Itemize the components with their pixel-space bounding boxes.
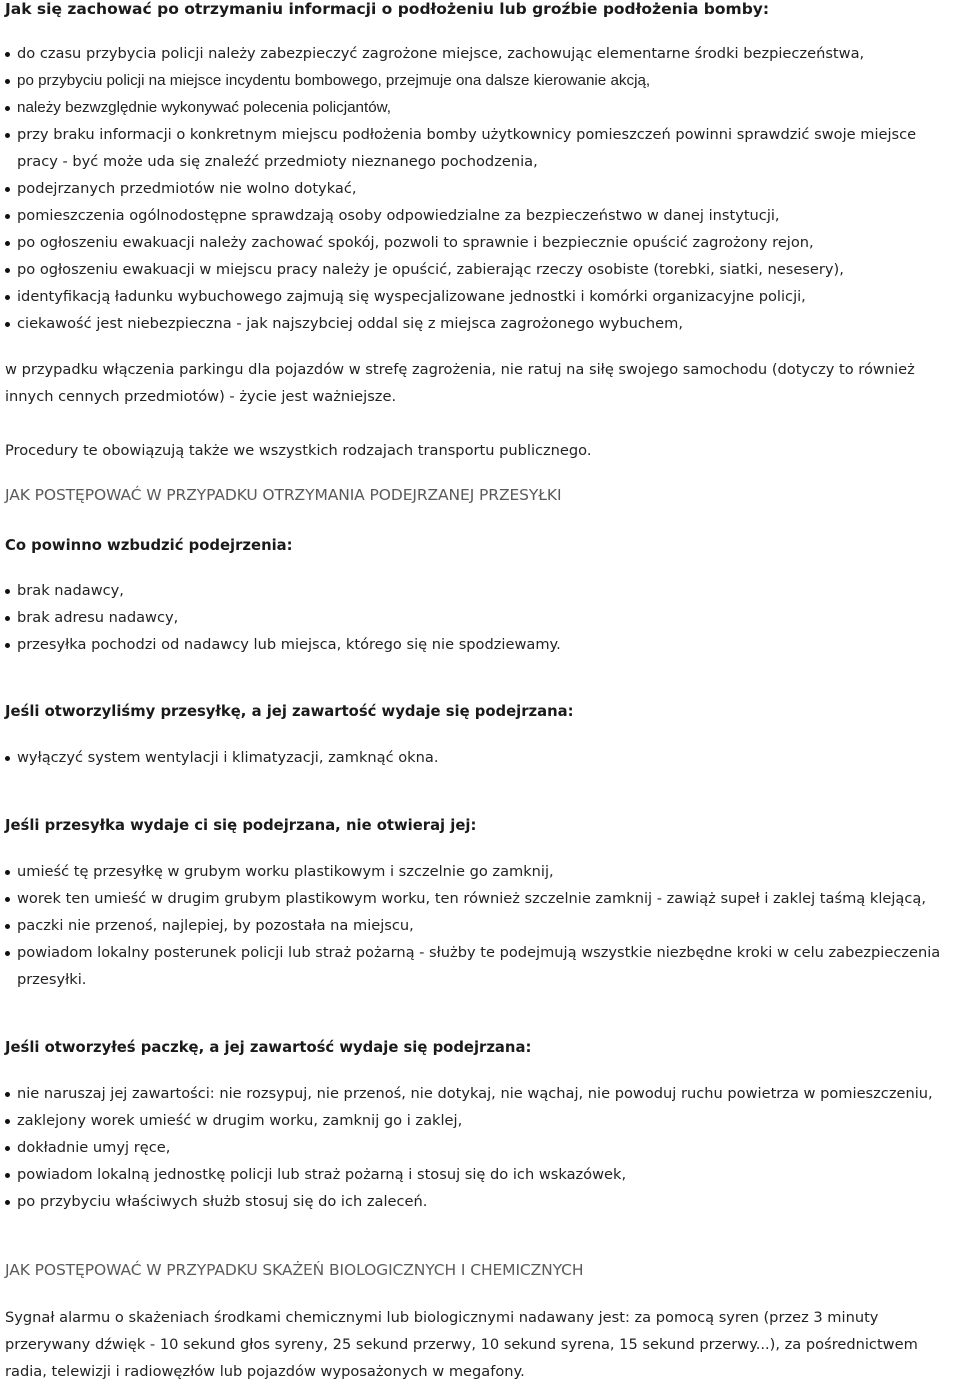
section-heading-parcel: JAK POSTĘPOWAĆ W PRZYPADKU OTRZYMANIA PODEJRZANEJ PRZESYŁKI — [5, 486, 562, 504]
list-item-text: brak nadawcy, — [17, 582, 124, 599]
list-item — [5, 858, 960, 885]
list-item-text: przy braku informacji o konkretnym miejscu podłożenia bomby użytkownicy pomieszczeń powinni sprawdzić swoje miejsce pracy - być może uda się znaleźć przedmioty nieznanego pochodzenia, — [17, 126, 917, 170]
bullet-icon — [5, 756, 10, 761]
list-item — [5, 631, 960, 658]
dont-open-list — [5, 858, 960, 993]
list-item — [5, 604, 960, 631]
bullet-icon — [5, 616, 10, 621]
section-heading-contamination: JAK POSTĘPOWAĆ W PRZYPADKU SKAŻEŃ BIOLOGICZNYCH I CHEMICZNYCH — [5, 1261, 584, 1279]
list-item-text: powiadom lokalną jednostkę policji lub straż pożarną i stosuj się do ich wskazówek, — [17, 1166, 627, 1183]
bullet-icon — [5, 241, 10, 246]
list-item-text: do czasu przybycia policji należy zabezpieczyć zagrożone miejsce, zachowując elementarne środki bezpieczeństwa, — [17, 45, 865, 62]
list-item-text: należy bezwzględnie wykonywać polecenia policjantów, — [17, 99, 391, 116]
bullet-icon — [5, 79, 10, 84]
package-heading: Jeśli otworzyłeś paczkę, a jej zawartość wydaje się podejrzana: — [5, 1039, 532, 1056]
list-item-text: zaklejony worek umieść w drugim worku, zamknij go i zaklej, — [17, 1112, 463, 1129]
list-item — [5, 229, 960, 256]
list-item — [5, 94, 960, 121]
list-item-text: po ogłoszeniu ewakuacji należy zachować spokój, pozwoli to sprawnie i bezpiecznie opuścić zagrożony rejon, — [17, 234, 814, 251]
list-item-text: przesyłka pochodzi od nadawcy lub miejsca, którego się nie spodziewamy. — [17, 636, 561, 653]
list-item — [5, 1080, 960, 1107]
bullet-icon — [5, 643, 10, 648]
bullet-icon — [5, 897, 10, 902]
list-item — [5, 283, 960, 310]
bullet-icon — [5, 214, 10, 219]
bullet-icon — [5, 1173, 10, 1178]
list-item — [5, 175, 960, 202]
bullet-icon — [5, 951, 10, 956]
alarm-paragraph: Sygnał alarmu o skażeniach środkami chemicznymi lub biologicznymi nadawany jest: za pomocą syren (przez 3 minuty przerywany dźwięk - 10 sekund głos syreny, 25 sekund przerwy, 10 sekund syrena, 15 sekund przerwy...), za pośrednictwem radia, telewizji i radiowęzłów lub pojazdów wyposażonych w megafony. — [5, 1309, 918, 1380]
bullet-icon — [5, 52, 10, 57]
list-item-text: nie naruszaj jej zawartości: nie rozsypuj, nie przenoś, nie dotykaj, nie wąchaj, nie powoduj ruchu powietrza w pomieszczeniu, — [17, 1085, 933, 1102]
list-item-text: umieść tę przesyłkę w grubym worku plastikowym i szczelnie go zamknij, — [17, 863, 554, 880]
list-item — [5, 310, 960, 337]
dont-open-heading: Jeśli przesyłka wydaje ci się podejrzana, nie otwieraj jej: — [5, 817, 477, 834]
bullet-icon — [5, 1200, 10, 1205]
list-item — [5, 577, 960, 604]
suspicion-heading: Co powinno wzbudzić podejrzenia: — [5, 537, 293, 554]
list-item — [5, 1134, 960, 1161]
bullet-icon — [5, 870, 10, 875]
list-item — [5, 939, 960, 993]
package-list — [5, 1080, 960, 1215]
list-item-text: paczki nie przenoś, najlepiej, by pozostała na miejscu, — [17, 917, 414, 934]
bullet-icon — [5, 1119, 10, 1124]
bomb-instructions-list — [5, 40, 960, 337]
list-item-text: po ogłoszeniu ewakuacji w miejscu pracy należy je opuścić, zabierając rzeczy osobiste (torebki, siatki, nesesery), — [17, 261, 844, 278]
parking-paragraph: w przypadku włączenia parkingu dla pojazdów w strefę zagrożenia, nie ratuj na siłę swojego samochodu (dotyczy to również innych cennych przedmiotów) - życie jest ważniejsze. — [5, 361, 915, 405]
bullet-icon — [5, 924, 10, 929]
bullet-icon — [5, 268, 10, 273]
bullet-icon — [5, 322, 10, 327]
list-item-text: pomieszczenia ogólnodostępne sprawdzają osoby odpowiedzialne za bezpieczeństwo w danej instytucji, — [17, 207, 780, 224]
opened-parcel-heading: Jeśli otworzyliśmy przesyłkę, a jej zawartość wydaje się podejrzana: — [5, 703, 574, 720]
list-item-text: powiadom lokalny posterunek policji lub straż pożarną - służby te podejmują wszystkie niezbędne kroki w celu zabezpieczenia przesyłki. — [17, 944, 941, 988]
bullet-icon — [5, 106, 10, 111]
bullet-icon — [5, 589, 10, 594]
list-item — [5, 1107, 960, 1134]
list-item — [5, 912, 960, 939]
bullet-icon — [5, 1146, 10, 1151]
list-item — [5, 885, 960, 912]
bullet-icon — [5, 1092, 10, 1097]
list-item — [5, 40, 960, 67]
suspicion-list — [5, 577, 960, 658]
page-title: Jak się zachować po otrzymaniu informacji o podłożeniu lub groźbie podłożenia bomby: — [5, 0, 770, 18]
list-item-text: ciekawość jest niebezpieczna - jak najszybciej oddal się z miejsca zagrożonego wybuchem, — [17, 315, 683, 332]
bullet-icon — [5, 187, 10, 192]
list-item-text: podejrzanych przedmiotów nie wolno dotykać, — [17, 180, 357, 197]
procedures-paragraph: Procedury te obowiązują także we wszystkich rodzajach transportu publicznego. — [5, 442, 592, 459]
list-item-text: po przybyciu właściwych służb stosuj się do ich zaleceń. — [17, 1193, 428, 1210]
list-item — [5, 202, 960, 229]
list-item — [5, 1188, 960, 1215]
list-item — [5, 744, 960, 771]
list-item — [5, 67, 960, 94]
opened-parcel-list — [5, 744, 960, 771]
list-item-text: brak adresu nadawcy, — [17, 609, 179, 626]
list-item — [5, 256, 960, 283]
list-item — [5, 1161, 960, 1188]
list-item — [5, 121, 960, 175]
list-item-text: identyfikacją ładunku wybuchowego zajmują się wyspecjalizowane jednostki i komórki organizacyjne policji, — [17, 288, 806, 305]
list-item-text: dokładnie umyj ręce, — [17, 1139, 171, 1156]
bullet-icon — [5, 295, 10, 300]
bullet-icon — [5, 133, 10, 138]
list-item-text: worek ten umieść w drugim grubym plastikowym worku, ten również szczelnie zamknij - zawiąż supeł i zaklej taśmą klejącą, — [17, 890, 926, 907]
list-item-text: wyłączyć system wentylacji i klimatyzacji, zamknąć okna. — [17, 749, 439, 766]
list-item-text: po przybyciu policji na miejsce incydentu bombowego, przejmuje ona dalsze kierowanie akcją, — [17, 72, 651, 89]
